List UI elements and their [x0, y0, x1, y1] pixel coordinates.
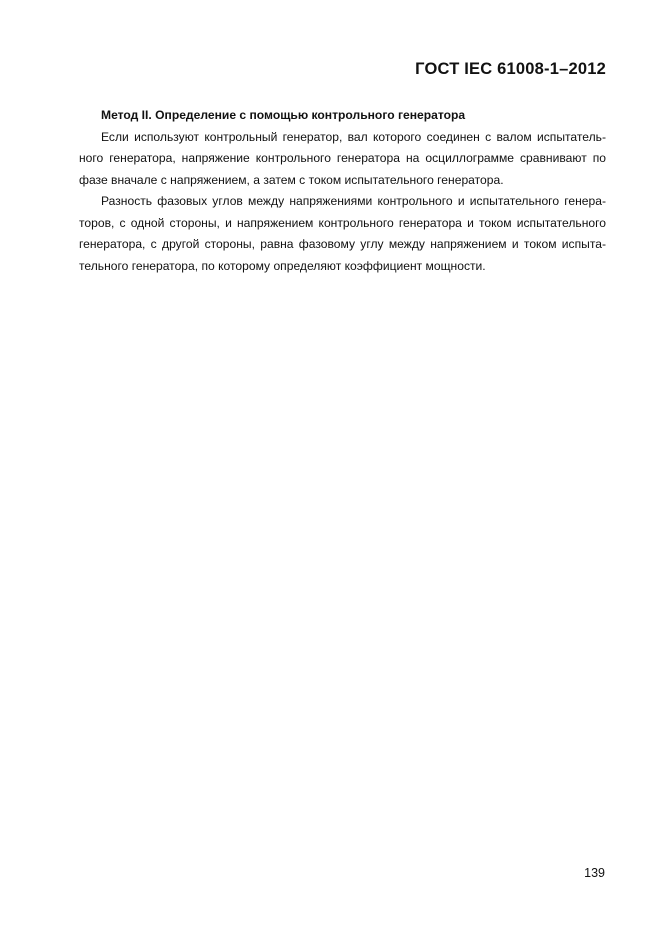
- page-number: 139: [584, 866, 605, 880]
- document-body: [79, 105, 606, 277]
- document-code: ГОСТ IEC 61008-1–2012: [415, 60, 606, 78]
- paragraph-line: фазе вначале с напряжением, а затем с током испытательного генератора.: [79, 172, 504, 187]
- paragraph-line: ного генератора, напряжение контрольного генератора на осциллограмме сравнивают по: [79, 151, 606, 165]
- paragraph-line: генератора, с другой стороны, равна фазовому углу между напряжением и током испыта-: [79, 237, 606, 251]
- paragraph-2: [79, 191, 606, 277]
- section-heading: Метод II. Определение с помощью контрольного генератора: [101, 108, 466, 122]
- paragraph-line: торов, с одной стороны, и напряжением контрольного генератора и током испытательного: [79, 215, 606, 230]
- paragraph-line: Если используют контрольный генератор, вал которого соединен с валом испытатель-: [101, 129, 606, 144]
- paragraph-line: Разность фазовых углов между напряжениями контрольного и испытательного генера-: [101, 194, 606, 208]
- paragraph-1: [79, 127, 606, 192]
- paragraph-line: тельного генератора, по которому определяют коэффициент мощности.: [79, 258, 486, 273]
